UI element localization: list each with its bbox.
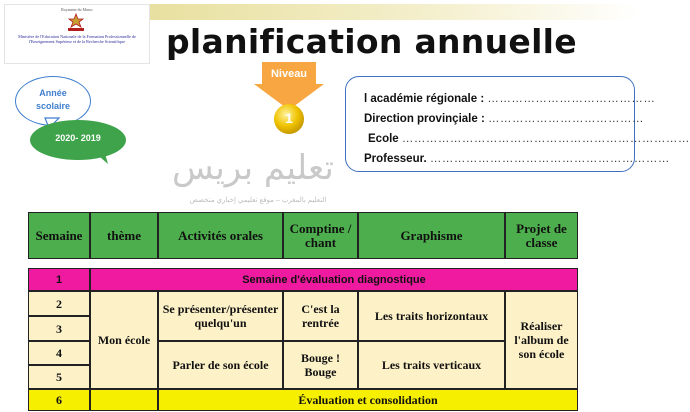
- row-1-text: Semaine d'évaluation diagnostique: [90, 268, 578, 291]
- professeur-field[interactable]: ……………………………………………………: [429, 153, 670, 165]
- watermark-subtitle: التعليم بالمغرب – موقع تعليمي إخباري متخصص: [189, 197, 327, 204]
- academie-label: l académie régionale :: [364, 93, 485, 105]
- header-projet: Projet de classe: [505, 212, 578, 259]
- header-comptine: Comptine / chant: [283, 212, 358, 259]
- row-3-num: 3: [28, 316, 90, 341]
- niveau-label: Niveau: [270, 68, 308, 80]
- page-title: planification annuelle: [166, 22, 577, 61]
- row-5-num: 5: [28, 365, 90, 389]
- header-graphisme: Graphisme: [358, 212, 505, 259]
- ministry-label: Ministère de l'Education Nationale de la Formation Professionnelle de l'Enseignement Supérieur et de la Recherche Scientifique: [18, 34, 136, 44]
- header-theme: thème: [90, 212, 158, 259]
- activite-2: Parler de son école: [158, 341, 283, 389]
- row-4-num: 4: [28, 341, 90, 365]
- annee-line2: scolaire: [35, 101, 71, 111]
- year-bubble: [30, 120, 126, 160]
- ecole-label: Ecole: [368, 133, 399, 145]
- activite-1: Se présenter/présenter quelqu'un: [158, 291, 283, 341]
- row-2-num: 2: [28, 291, 90, 316]
- watermark: [158, 148, 358, 210]
- direction-field[interactable]: …………………………………: [487, 113, 644, 125]
- row-6-theme-blank: [90, 389, 158, 411]
- bubble-tail-icon: [92, 150, 108, 164]
- academie-field[interactable]: ……………………………………: [487, 93, 656, 105]
- header-semaine: Semaine: [28, 212, 90, 259]
- header-stripe: [150, 4, 640, 20]
- row-6-text: Évaluation et consolidation: [158, 389, 578, 411]
- school-year: 2020- 2019: [55, 133, 101, 143]
- comptine-1: C'est la rentrée: [283, 291, 358, 341]
- royal-emblem-icon: [65, 13, 87, 33]
- direction-label: Direction provinçiale :: [364, 113, 485, 125]
- academie-line: [364, 93, 655, 105]
- annee-line1: Année: [39, 88, 67, 98]
- professeur-label: Professeur.: [364, 153, 427, 165]
- graphisme-1: Les traits horizontaux: [358, 291, 505, 341]
- ecole-line: [368, 133, 690, 145]
- theme-cell: Mon école: [90, 291, 158, 389]
- comptine-2: Bouge ! Bouge: [283, 341, 358, 389]
- professeur-line: [364, 153, 670, 165]
- header-activites: Activités orales: [158, 212, 283, 259]
- ecole-field[interactable]: ………………………………………………………………: [401, 133, 690, 145]
- kingdom-label: Royaume du Maroc: [61, 7, 93, 12]
- ministry-logo: [4, 4, 150, 64]
- row-1-num: 1: [28, 268, 90, 291]
- info-box: [345, 76, 690, 172]
- niveau-value: 1: [285, 110, 293, 126]
- graphisme-2: Les traits verticaux: [358, 341, 505, 389]
- watermark-text: تعليم بريس: [172, 148, 334, 188]
- row-6-num: 6: [28, 389, 90, 411]
- direction-line: [364, 113, 644, 125]
- projet-cell: Réaliser l'album de son école: [505, 291, 578, 389]
